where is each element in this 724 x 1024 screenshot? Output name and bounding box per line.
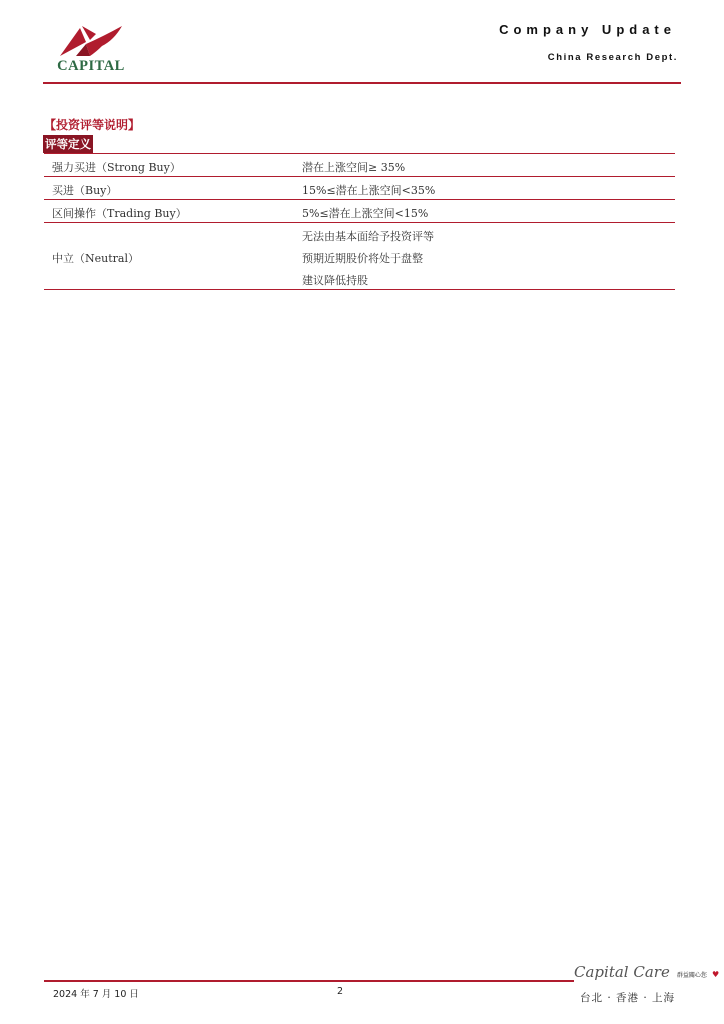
header-divider [43,82,681,84]
rating-name: 强力买进（Strong Buy） [52,161,181,174]
section-title: 【投资评等说明】 [44,118,141,132]
report-type-title: Company Update [499,22,676,37]
table-row [44,153,675,177]
capital-care-script: Capital Care [574,963,670,981]
rating-definition-line: 建议降低持股 [302,274,368,287]
section-label: 评等定义 [45,137,91,151]
rating-name: 中立（Neutral） [52,252,139,265]
table-row [44,177,675,200]
capital-care-tagline: 群益關心您 [676,972,707,979]
rating-name: 买进（Buy） [52,184,118,197]
rating-definition-line: 预期近期股价将处于盘整 [302,252,423,265]
logo-wordmark: CAPITAL [57,58,125,74]
capital-care-logo [574,962,719,981]
footer-divider [44,980,574,982]
rating-definition: 潜在上涨空间≥ 35% [302,161,406,174]
phoenix-logo-icon [56,22,126,58]
rating-definition-line: 无法由基本面给予投资评等 [302,230,434,243]
department-subtitle: China Research Dept. [547,52,678,63]
heart-icon: ♥ [712,970,720,979]
rating-definition: 5%≤潜在上涨空间<15% [302,207,429,220]
table-row [44,200,675,223]
rating-name: 区间操作（Trading Buy） [52,207,187,220]
rating-definition: 15%≤潜在上涨空间<35% [302,184,436,197]
footer-date: 2024 年 7 月 10 日 [53,989,139,1000]
page-number: 2 [337,986,344,997]
office-cities: 台北 · 香港 · 上海 [580,992,676,1004]
table-row [44,223,675,290]
capital-logo [46,22,136,74]
rating-table [44,153,675,290]
